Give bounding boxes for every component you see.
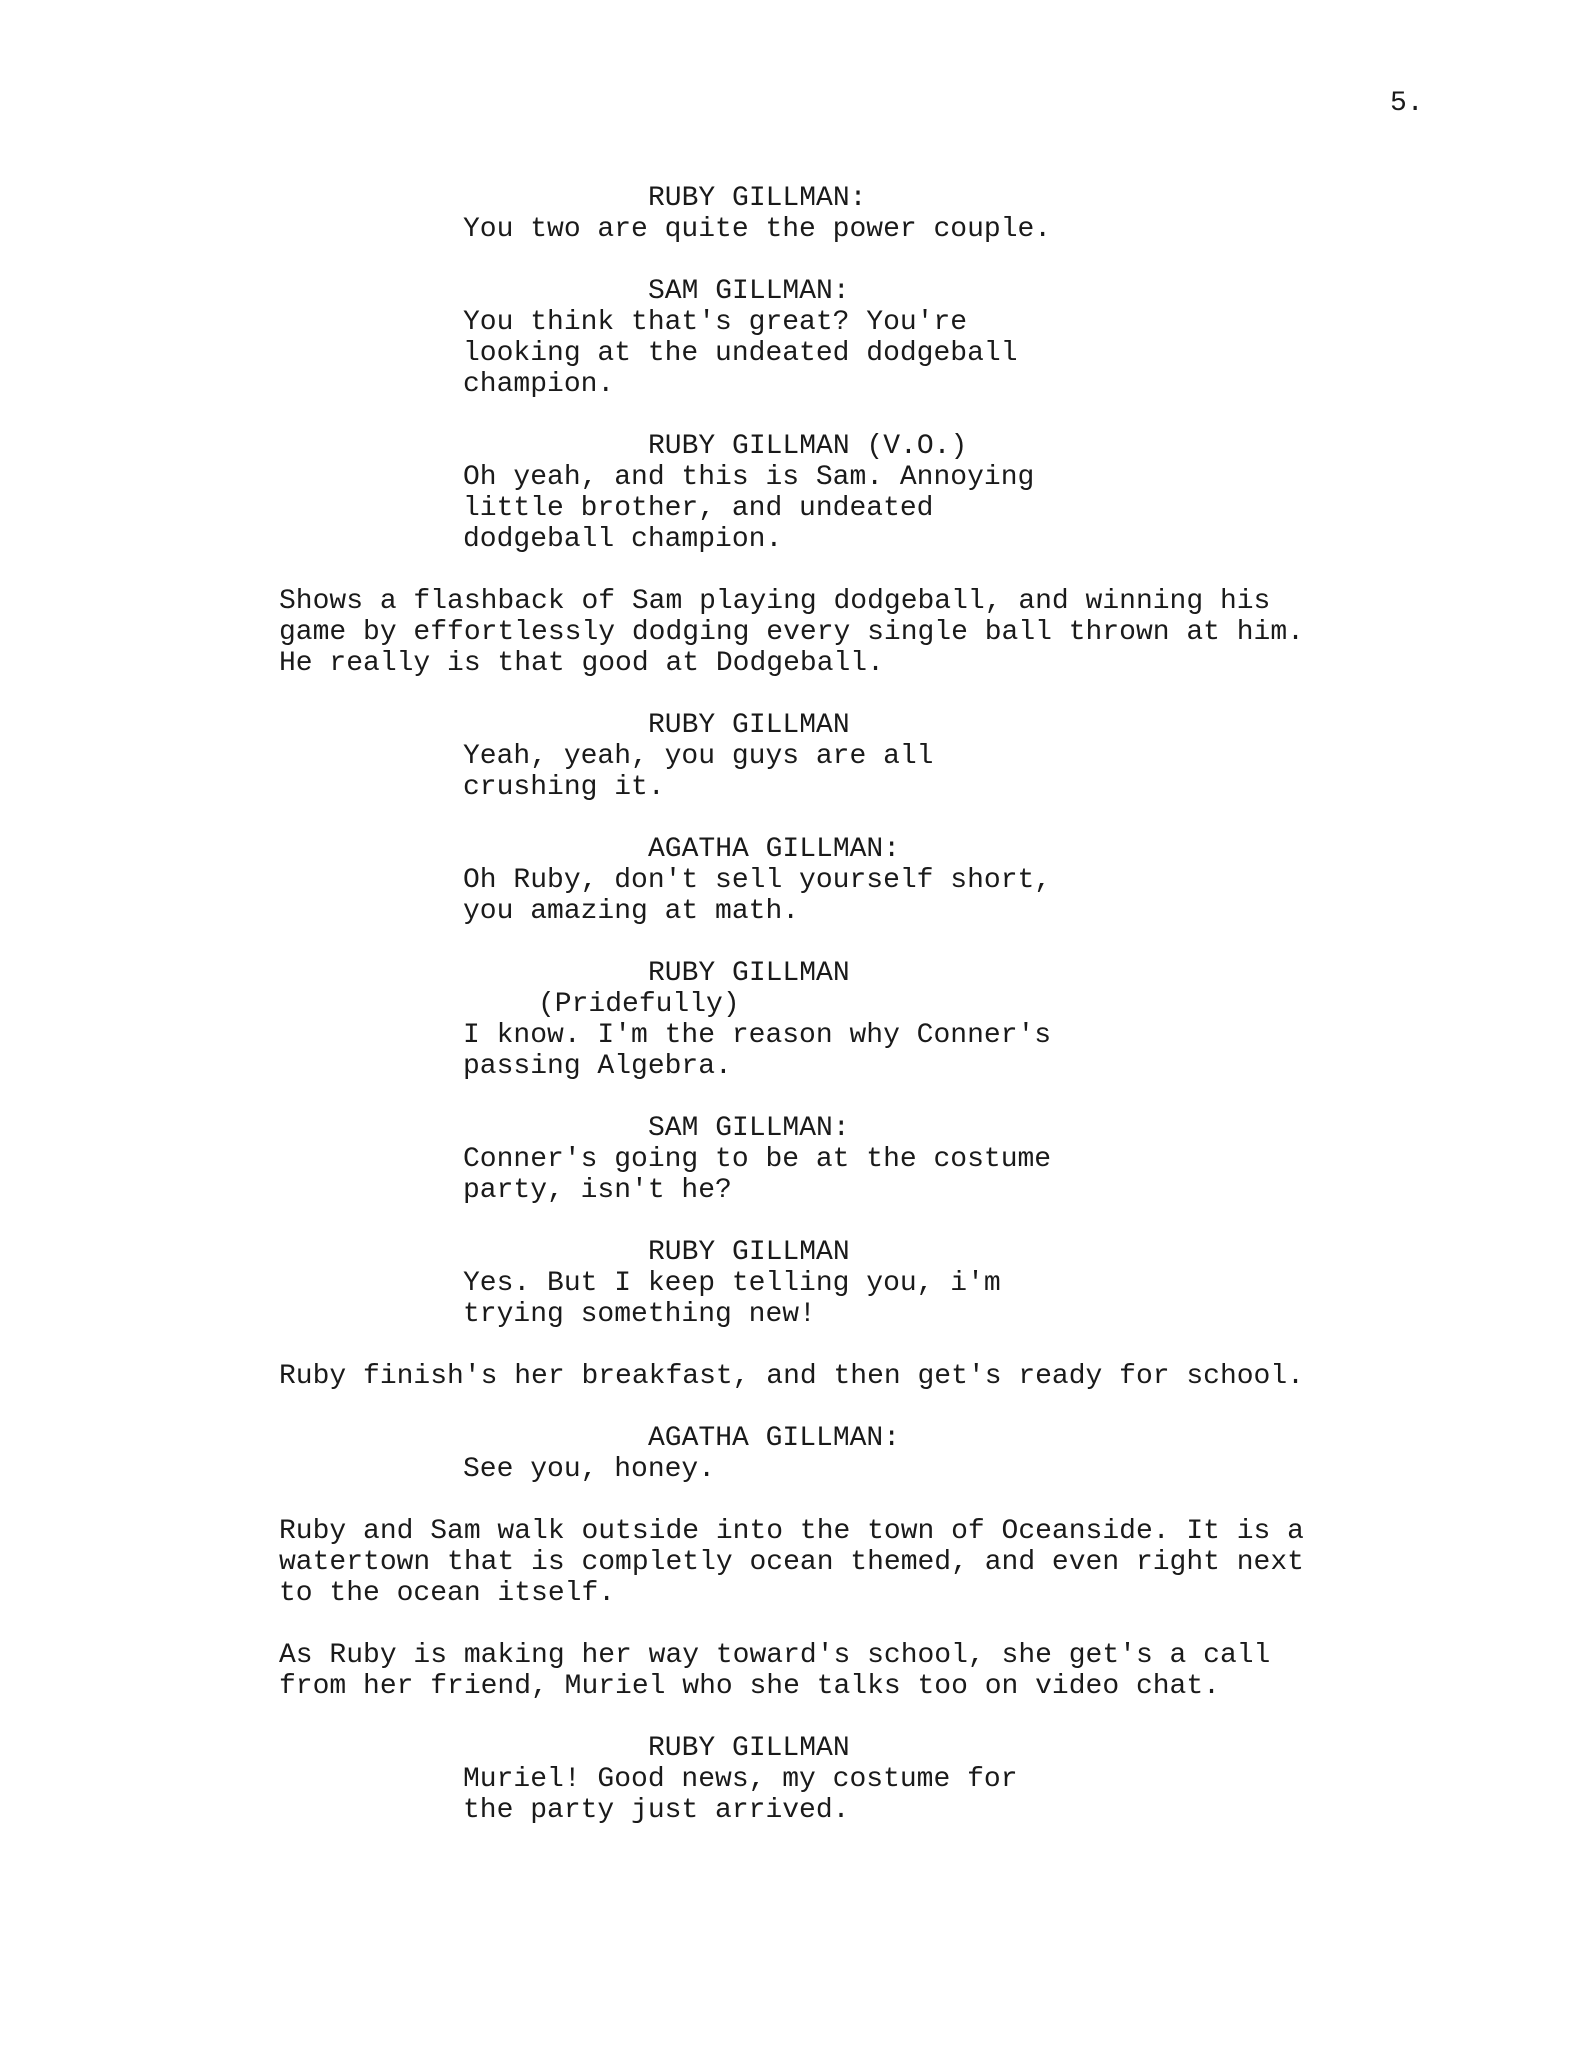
dialogue-block <box>0 834 1583 927</box>
action-line: game by effortlessly dodging every single ball thrown at him. <box>279 617 1304 648</box>
dialogue-line: the party just arrived. <box>463 1795 850 1826</box>
script-body <box>0 183 1583 1857</box>
dialogue-line: You two are quite the power couple. <box>463 214 1052 245</box>
dialogue-block <box>0 276 1583 400</box>
dialogue-line: See you, honey. <box>463 1454 716 1485</box>
dialogue-line: Oh Ruby, don't sell yourself short, <box>463 865 1052 896</box>
dialogue-line: dodgeball champion. <box>463 524 783 555</box>
character-name: RUBY GILLMAN <box>648 710 850 741</box>
action-line: As Ruby is making her way toward's school, she get's a call <box>279 1640 1271 1671</box>
parenthetical: (Pridefully) <box>538 989 740 1020</box>
character-name: RUBY GILLMAN: <box>648 183 867 214</box>
action-block <box>0 1640 1583 1702</box>
action-line: from her friend, Muriel who she talks too on video chat. <box>279 1671 1220 1702</box>
dialogue-block <box>0 1237 1583 1330</box>
dialogue-block <box>0 1113 1583 1206</box>
character-name: AGATHA GILLMAN: <box>648 834 901 865</box>
action-block <box>0 586 1583 679</box>
action-block <box>0 1361 1583 1392</box>
dialogue-line: you amazing at math. <box>463 896 800 927</box>
character-name: RUBY GILLMAN <box>648 1237 850 1268</box>
action-line: Shows a flashback of Sam playing dodgeball, and winning his <box>279 586 1271 617</box>
dialogue-line: party, isn't he? <box>463 1175 732 1206</box>
character-name: AGATHA GILLMAN: <box>648 1423 901 1454</box>
dialogue-line: Yes. But I keep telling you, i'm <box>463 1268 1001 1299</box>
action-line: to the ocean itself. <box>279 1578 616 1609</box>
dialogue-line: You think that's great? You're <box>463 307 968 338</box>
dialogue-line: looking at the undeated dodgeball <box>463 338 1018 369</box>
dialogue-block <box>0 710 1583 803</box>
dialogue-line: trying something new! <box>463 1299 816 1330</box>
dialogue-line: Conner's going to be at the costume <box>463 1144 1052 1175</box>
character-name: RUBY GILLMAN <box>648 958 850 989</box>
dialogue-line: champion. <box>463 369 615 400</box>
character-name: RUBY GILLMAN (V.O.) <box>648 431 968 462</box>
dialogue-block <box>0 1423 1583 1485</box>
dialogue-line: passing Algebra. <box>463 1051 732 1082</box>
dialogue-line: Muriel! Good news, my costume for <box>463 1764 1018 1795</box>
dialogue-line: Oh yeah, and this is Sam. Annoying <box>463 462 1035 493</box>
dialogue-block <box>0 183 1583 245</box>
action-line: Ruby and Sam walk outside into the town of Oceanside. It is a <box>279 1516 1304 1547</box>
dialogue-line: I know. I'm the reason why Conner's <box>463 1020 1052 1051</box>
dialogue-line: little brother, and undeated <box>463 493 934 524</box>
dialogue-block <box>0 958 1583 1082</box>
dialogue-block <box>0 431 1583 555</box>
action-line: Ruby finish's her breakfast, and then get's ready for school. <box>279 1361 1304 1392</box>
action-line: He really is that good at Dodgeball. <box>279 648 884 679</box>
page-number: 5. <box>1390 88 1424 119</box>
action-block <box>0 1516 1583 1609</box>
dialogue-line: crushing it. <box>463 772 665 803</box>
character-name: SAM GILLMAN: <box>648 1113 850 1144</box>
dialogue-line: Yeah, yeah, you guys are all <box>463 741 934 772</box>
character-name: RUBY GILLMAN <box>648 1733 850 1764</box>
character-name: SAM GILLMAN: <box>648 276 850 307</box>
dialogue-block <box>0 1733 1583 1826</box>
action-line: watertown that is completly ocean themed, and even right next <box>279 1547 1304 1578</box>
